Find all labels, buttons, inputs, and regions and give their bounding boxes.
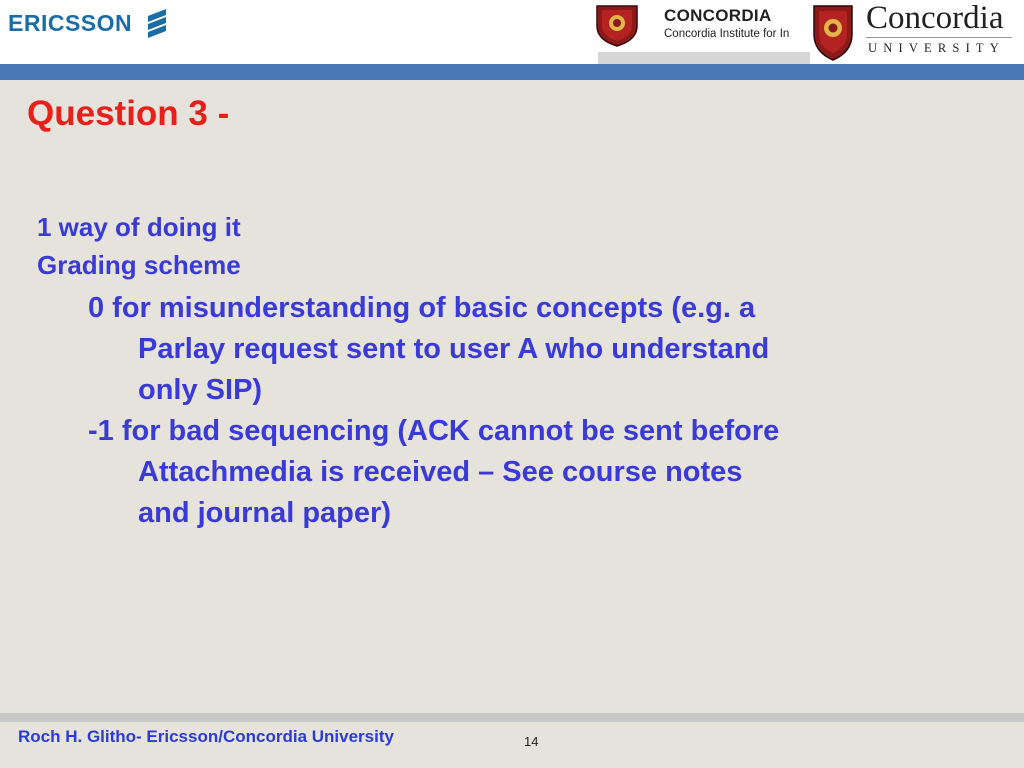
grading-item-minus-one-cont: and journal paper) — [138, 497, 391, 529]
ericsson-mark-icon — [146, 7, 168, 39]
footer-author: Roch H. Glitho- Ericsson/Concordia University — [18, 727, 394, 746]
bullet-grading-scheme: Grading scheme — [37, 250, 241, 280]
page-number: 14 — [524, 734, 539, 749]
slide-header — [0, 0, 1024, 64]
university-name: Concordia — [866, 0, 1004, 36]
university-crest-icon — [812, 2, 854, 62]
grading-item-minus-one-cont: Attachmedia is received – See course notes — [138, 456, 743, 488]
university-subtitle: UNIVERSITY — [868, 41, 1005, 55]
university-divider — [866, 37, 1012, 38]
institute-name: CONCORDIA — [664, 6, 772, 25]
institute-subtitle: Concordia Institute for In — [664, 28, 790, 40]
grading-item-zero-cont: only SIP) — [138, 374, 263, 406]
grading-item-minus-one: -1 for bad sequencing (ACK cannot be sent before — [88, 415, 780, 447]
slide-title: Question 3 - — [27, 94, 230, 133]
concordia-crest-icon — [594, 4, 640, 48]
header-gray-strip — [598, 52, 810, 64]
bullet-way-of-doing: 1 way of doing it — [37, 212, 241, 242]
ericsson-logo — [8, 8, 168, 38]
grading-item-zero-cont: Parlay request sent to user A who understand — [138, 333, 770, 365]
grading-item-zero: 0 for misunderstanding of basic concepts (e.g. a — [88, 292, 756, 324]
ericsson-wordmark: ERICSSON — [8, 9, 133, 36]
footer-bar — [0, 713, 1024, 722]
header-accent-bar — [0, 64, 1024, 80]
